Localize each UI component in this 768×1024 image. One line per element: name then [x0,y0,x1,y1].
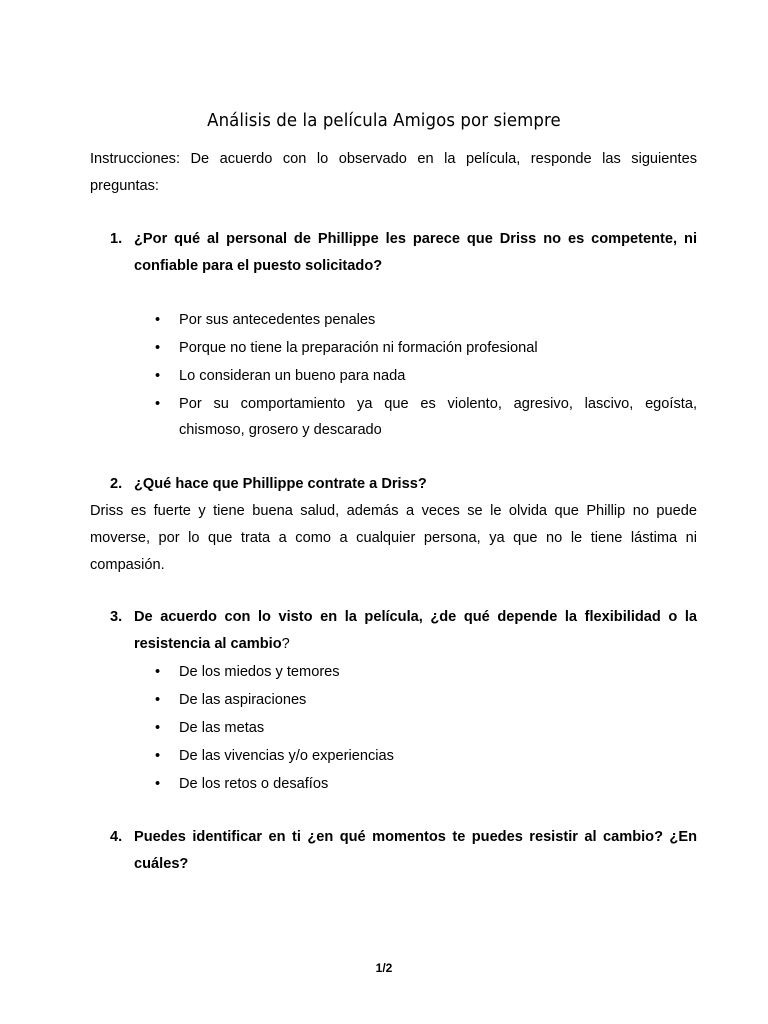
question-2 [110,471,697,498]
bullet-icon: • [155,312,161,328]
list-item [155,391,697,443]
list-item [155,335,697,361]
question-number: 1. [110,231,123,247]
list-item-text: Porque no tiene la preparación ni formación profesional [179,340,538,356]
list-item-text: De las metas [179,720,265,736]
list-item-text: De los retos o desafíos [179,776,329,792]
question-number: 4. [110,829,123,845]
question-suffix: ? [281,636,290,652]
question-text: ¿Qué hace que Phillippe contrate a Driss? [134,476,427,492]
document-title: Análisis de la película Amigos por siempre [207,110,561,131]
question-text: Puedes identificar en ti ¿en qué momentos te puedes resistir al cambio? ¿En cuáles? [134,829,697,872]
list-item [155,363,697,389]
question-2-answer: Driss es fuerte y tiene buena salud, además a veces se le olvida que Phillip no puede moverse, por lo que trata a como a cualquier persona, ya que no le tiene lástima ni compasión. [90,503,697,573]
question-text-wrapper [134,604,697,658]
list-item [155,715,697,741]
question-text: De acuerdo con lo visto en la película, ¿de qué depende la flexibilidad o la resistencia al cambio [134,609,697,652]
question-number: 3. [110,609,123,625]
list-item [155,771,697,797]
bullet-icon: • [155,776,161,792]
list-item-text: De las aspiraciones [179,692,307,708]
bullet-icon: • [155,396,161,412]
instructions-paragraph: Instrucciones: De acuerdo con lo observado en la película, responde las siguientes preguntas: [90,151,697,194]
list-item-text: Por sus antecedentes penales [179,312,376,328]
question-number: 2. [110,476,123,492]
list-item [155,743,697,769]
list-item [155,659,697,685]
list-item-text: De los miedos y temores [179,664,340,680]
bullet-icon: • [155,720,161,736]
page-number: 1/2 [375,961,393,975]
question-4 [110,824,697,878]
list-item-text: De las vivencias y/o experiencias [179,748,394,764]
bullet-icon: • [155,340,161,356]
question-1-answers [155,307,697,445]
bullet-icon: • [155,368,161,384]
list-item [155,307,697,333]
bullet-icon: • [155,692,161,708]
bullet-icon: • [155,748,161,764]
question-3-answers [155,659,697,799]
question-3 [110,604,697,658]
list-item [155,687,697,713]
list-item-text: Lo consideran un bueno para nada [179,368,406,384]
question-text: ¿Por qué al personal de Phillippe les parece que Driss no es competente, ni confiable para el puesto solicitado? [134,231,697,274]
list-item-text: Por su comportamiento ya que es violento, agresivo, lascivo, egoísta, chismoso, grosero y descarado [179,396,697,438]
bullet-icon: • [155,664,161,680]
question-1 [110,226,697,280]
